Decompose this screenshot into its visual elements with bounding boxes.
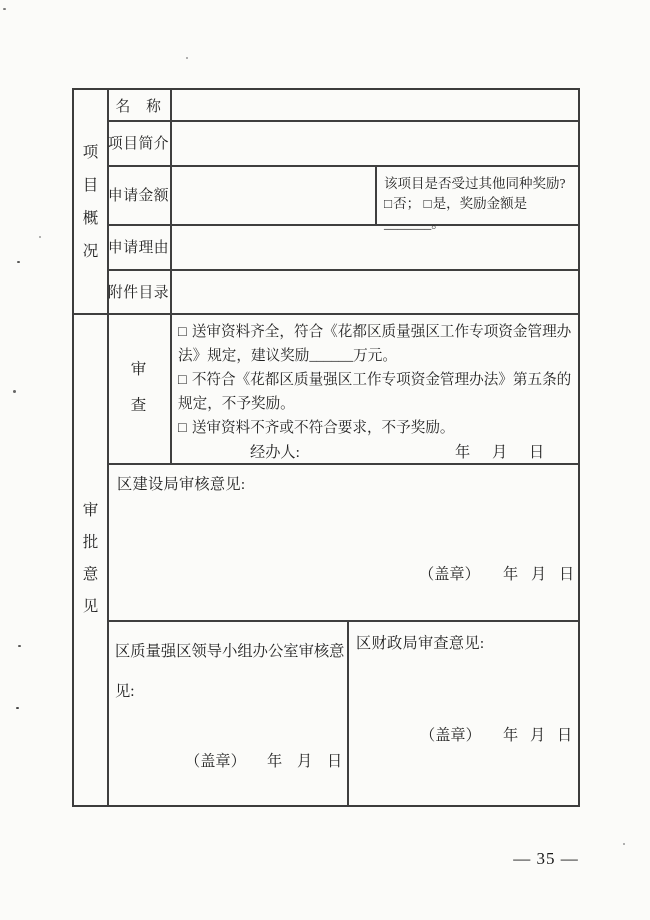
scan-speck <box>16 707 19 709</box>
amount-value-cell <box>170 165 375 224</box>
checkbox-icon: □ <box>423 196 432 211</box>
other-reward-cell <box>375 165 578 231</box>
review-content-cell <box>170 313 578 463</box>
review-label: 审查 <box>130 361 147 414</box>
checkbox-icon: □ <box>178 420 187 436</box>
review-option-2-line2: 规定，不予奖励。 <box>178 396 295 412</box>
scan-speck <box>3 8 6 10</box>
review-date-label: 年 月 日 <box>455 444 554 461</box>
other-reward-options: □否； □是，奖励金额是_______。 <box>384 196 528 231</box>
construction-bureau-title: 区建设局审核意见: <box>117 476 246 493</box>
leading-group-cell <box>107 620 347 805</box>
construction-bureau-cell <box>107 463 578 620</box>
review-option-1-line1: □ 送审资料齐全，符合《花都区质量强区工作专项资金管理办 <box>178 320 578 344</box>
page-number: — 35 — <box>513 849 579 868</box>
review-option-1-line2: 法》规定，建议奖励______万元。 <box>178 348 397 364</box>
scan-speck <box>623 843 625 845</box>
section-project-overview-header <box>74 90 107 313</box>
attachments-value-cell <box>170 269 578 313</box>
application-form-table <box>72 88 580 807</box>
scan-speck <box>13 390 16 393</box>
finance-bureau-cell <box>347 620 578 805</box>
handler-label: 经办人: <box>250 444 300 461</box>
leading-group-title: 区质量强区领导小组办公室审核意见: <box>115 643 345 700</box>
other-reward-question: 该项目是否受过其他同种奖励? <box>384 176 566 191</box>
name-value-cell <box>170 90 578 120</box>
construction-seal-label: （盖章） <box>419 566 480 583</box>
intro-label: 项目简介 <box>107 136 170 152</box>
section-approval-header <box>74 313 107 805</box>
reason-label: 申请理由 <box>107 240 170 256</box>
finance-bureau-title: 区财政局审查意见: <box>356 635 485 652</box>
amount-label: 申请金额 <box>107 188 170 204</box>
scan-speck <box>17 261 20 263</box>
scan-speck <box>39 236 41 238</box>
name-label: 名 称 <box>115 98 162 115</box>
row-attachments <box>107 269 170 313</box>
row-intro <box>107 120 170 165</box>
checkbox-icon: □ <box>384 196 393 211</box>
construction-date-label: 年 月 日 <box>503 566 579 583</box>
row-amount <box>107 165 170 224</box>
scan-speck <box>18 645 21 647</box>
attachments-label: 附件目录 <box>107 284 170 301</box>
approval-side-label: 审批意见 <box>82 502 99 615</box>
review-option-3-line1: □ 送审资料不齐或不符合要求，不予奖励。 <box>178 416 578 440</box>
row-review <box>107 313 170 463</box>
row-reason <box>107 224 170 269</box>
finance-date-label: 年 月 日 <box>503 727 577 744</box>
scan-speck <box>186 57 188 59</box>
finance-seal-label: （盖章） <box>420 727 481 744</box>
leading-group-date-label: 年 月 日 <box>267 753 348 770</box>
leading-group-seal-label: （盖章） <box>185 753 246 770</box>
row-name <box>107 90 170 120</box>
review-option-2-line1: □ 不符合《花都区质量强区工作专项资金管理办法》第五条的 <box>178 368 578 392</box>
project-overview-side-label: 项目概况 <box>82 143 99 260</box>
checkbox-icon: □ <box>178 324 187 340</box>
checkbox-icon: □ <box>178 372 187 388</box>
intro-value-cell <box>170 120 578 165</box>
